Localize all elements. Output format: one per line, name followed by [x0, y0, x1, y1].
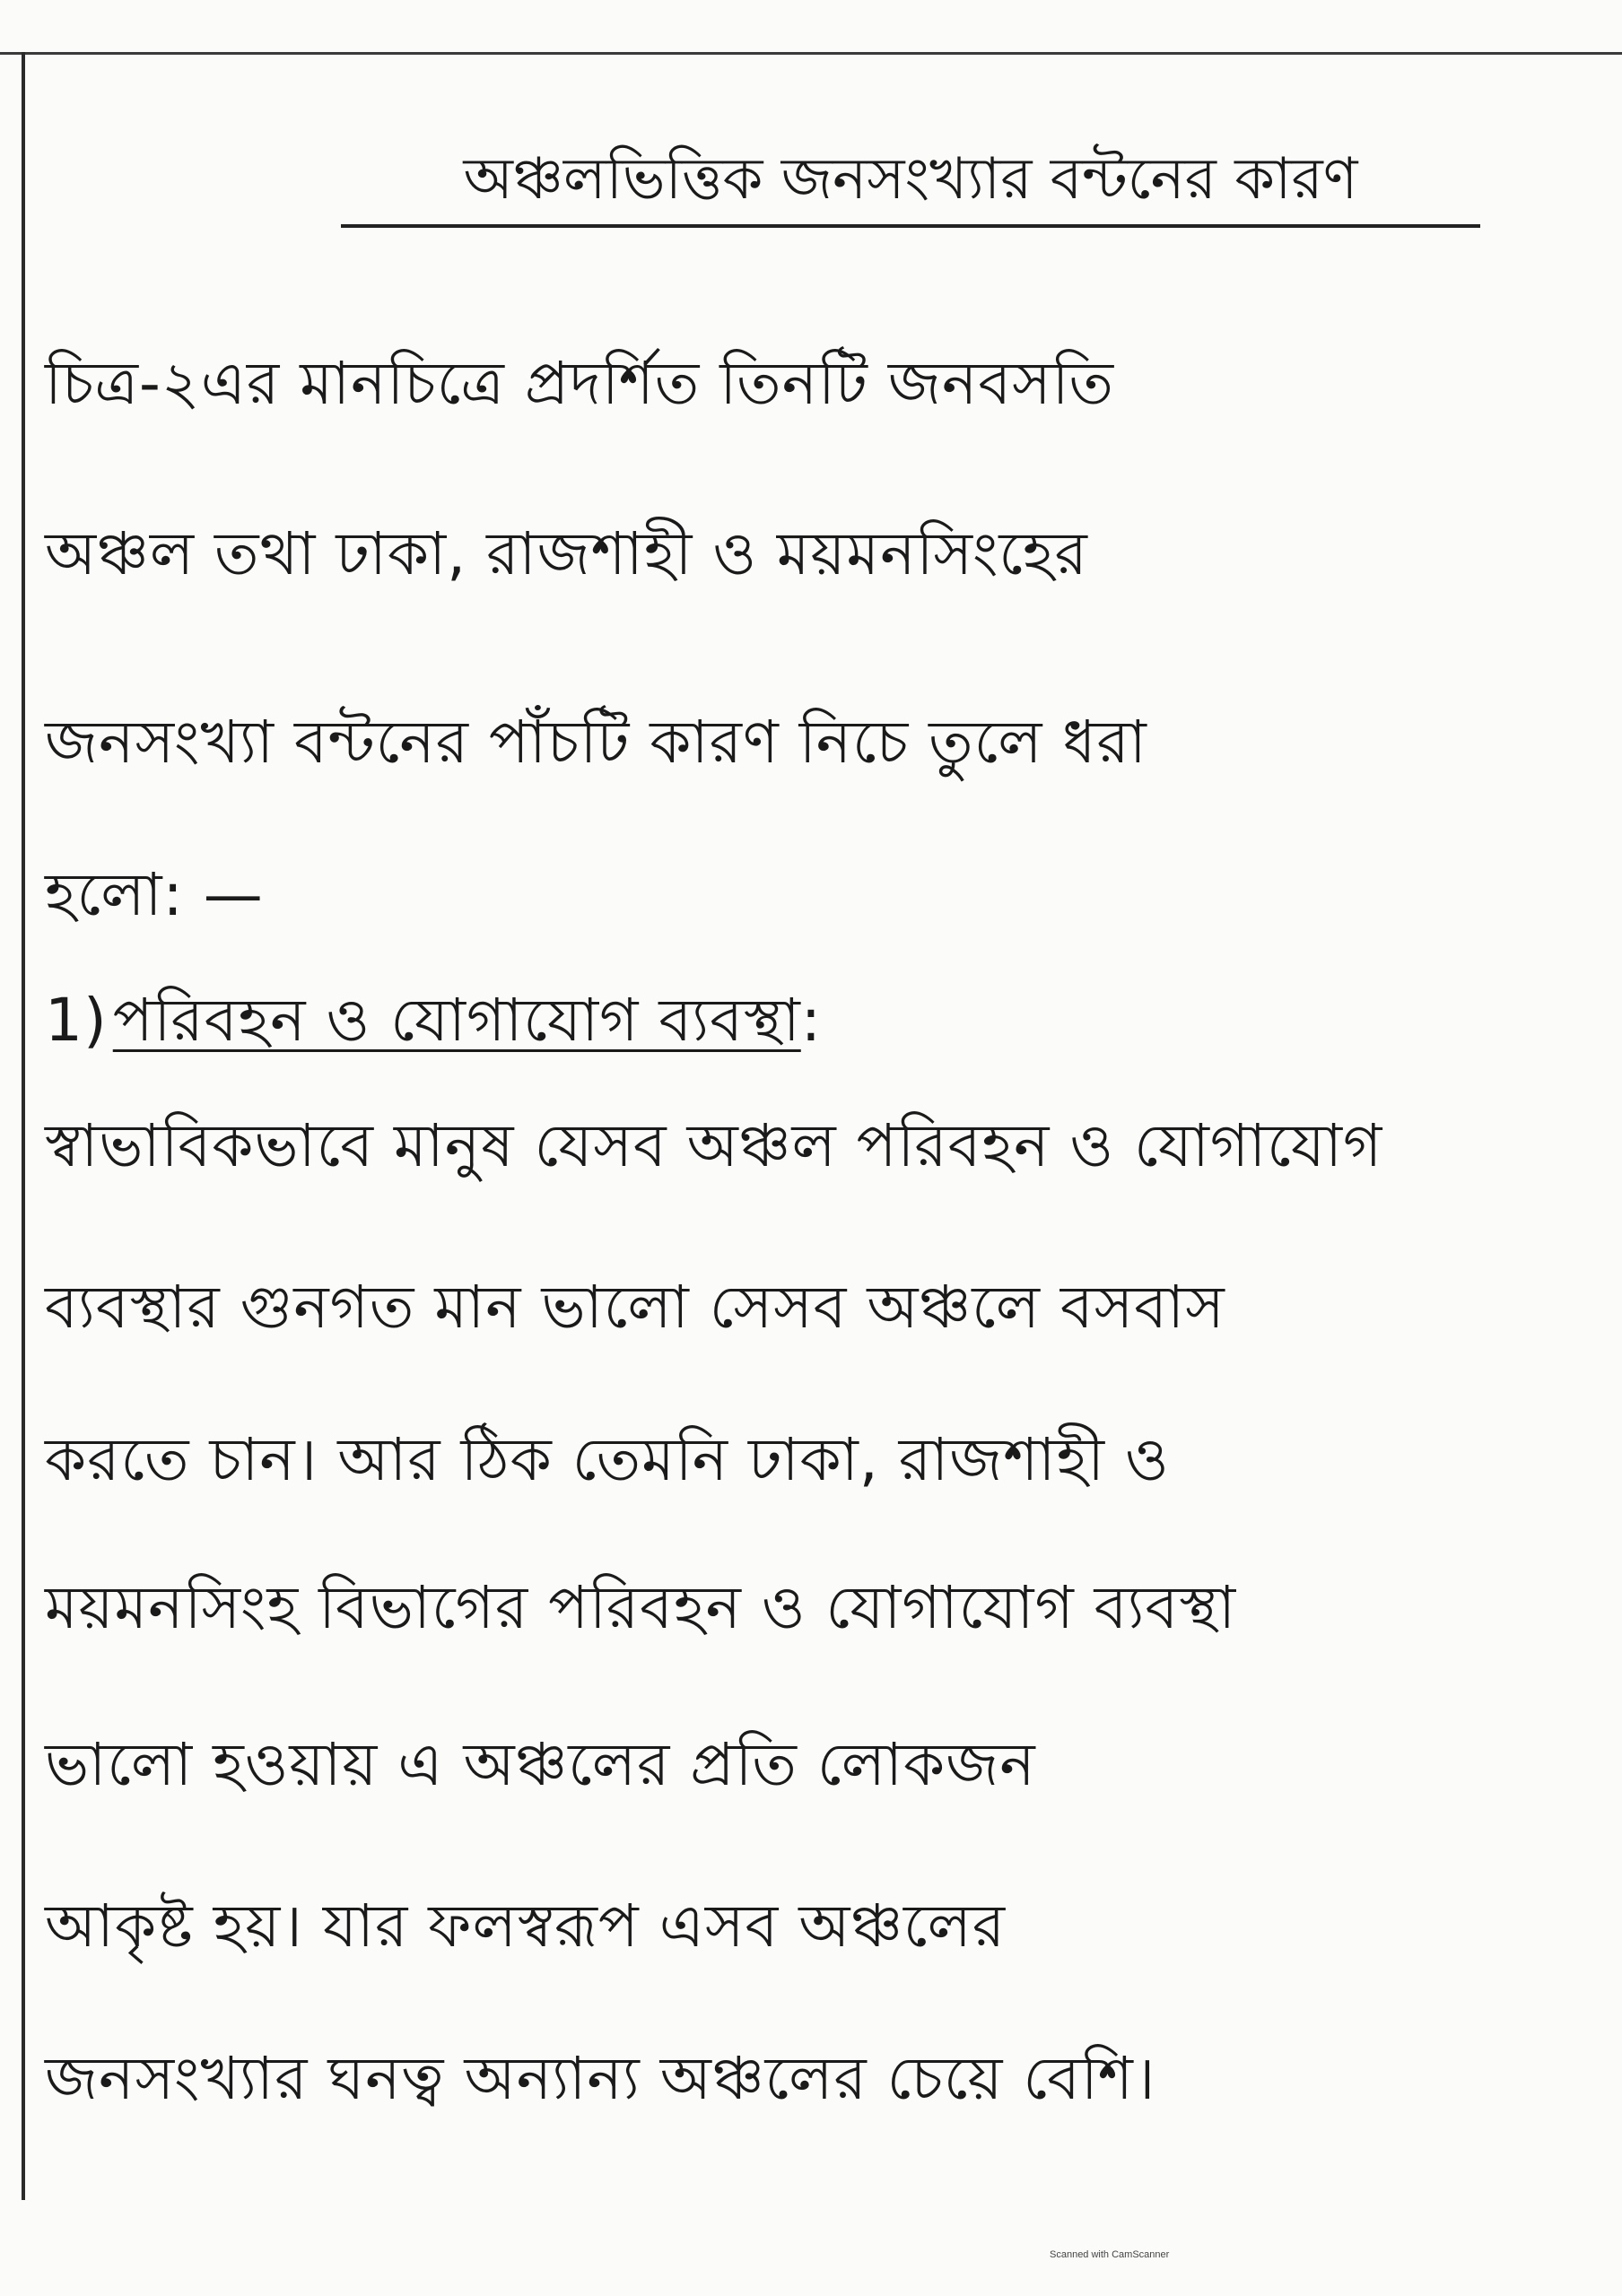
- margin-rule: [22, 52, 25, 2200]
- section-heading-colon: :: [800, 986, 823, 1055]
- top-rule: [0, 52, 1622, 55]
- intro-line-4: হলো: —: [45, 860, 264, 929]
- page-title: অঞ্চলভিত্তিক জনসংখ্যার বন্টনের কারণ: [341, 135, 1480, 228]
- section-heading: [45, 978, 822, 1064]
- section-line-1: স্বাভাবিকভাবে মানুষ যেসব অঞ্চল পরিবহন ও যোগাযোগ: [45, 1111, 1383, 1180]
- section-line-4: ময়মনসিংহ বিভাগের পরিবহন ও যোগাযোগ ব্যবস্থা: [45, 1573, 1237, 1642]
- section-line-7: জনসংখ্যার ঘনত্ব অন্যান্য অঞ্চলের চেয়ে বেশি।: [45, 2044, 1156, 2113]
- section-line-5: ভালো হওয়ায় এ অঞ্চলের প্রতি লোকজন: [45, 1730, 1036, 1799]
- section-line-2: ব্যবস্থার গুনগত মান ভালো সেসব অঞ্চলে বসবাস: [45, 1273, 1225, 1342]
- intro-line-2: অঞ্চল তথা ঢাকা, রাজশাহী ও ময়মনসিংহের: [45, 519, 1088, 588]
- section-heading-text: পরিবহন ও যোগাযোগ ব্যবস্থা: [112, 986, 801, 1055]
- section-line-6: আকৃষ্ট হয়। যার ফলস্বরূপ এসব অঞ্চলের: [45, 1892, 1007, 1961]
- intro-line-1: চিত্র-২এর মানচিত্রে প্রদর্শিত তিনটি জনবসতি: [45, 349, 1115, 418]
- intro-line-3: জনসংখ্যা বন্টনের পাঁচটি কারণ নিচে তুলে ধরা: [45, 708, 1147, 777]
- section-number: 1): [45, 986, 108, 1055]
- section-line-3: করতে চান। আর ঠিক তেমনি ঢাকা, রাজশাহী ও: [45, 1425, 1170, 1494]
- scanner-watermark: Scanned with CamScanner: [1050, 2249, 1170, 2260]
